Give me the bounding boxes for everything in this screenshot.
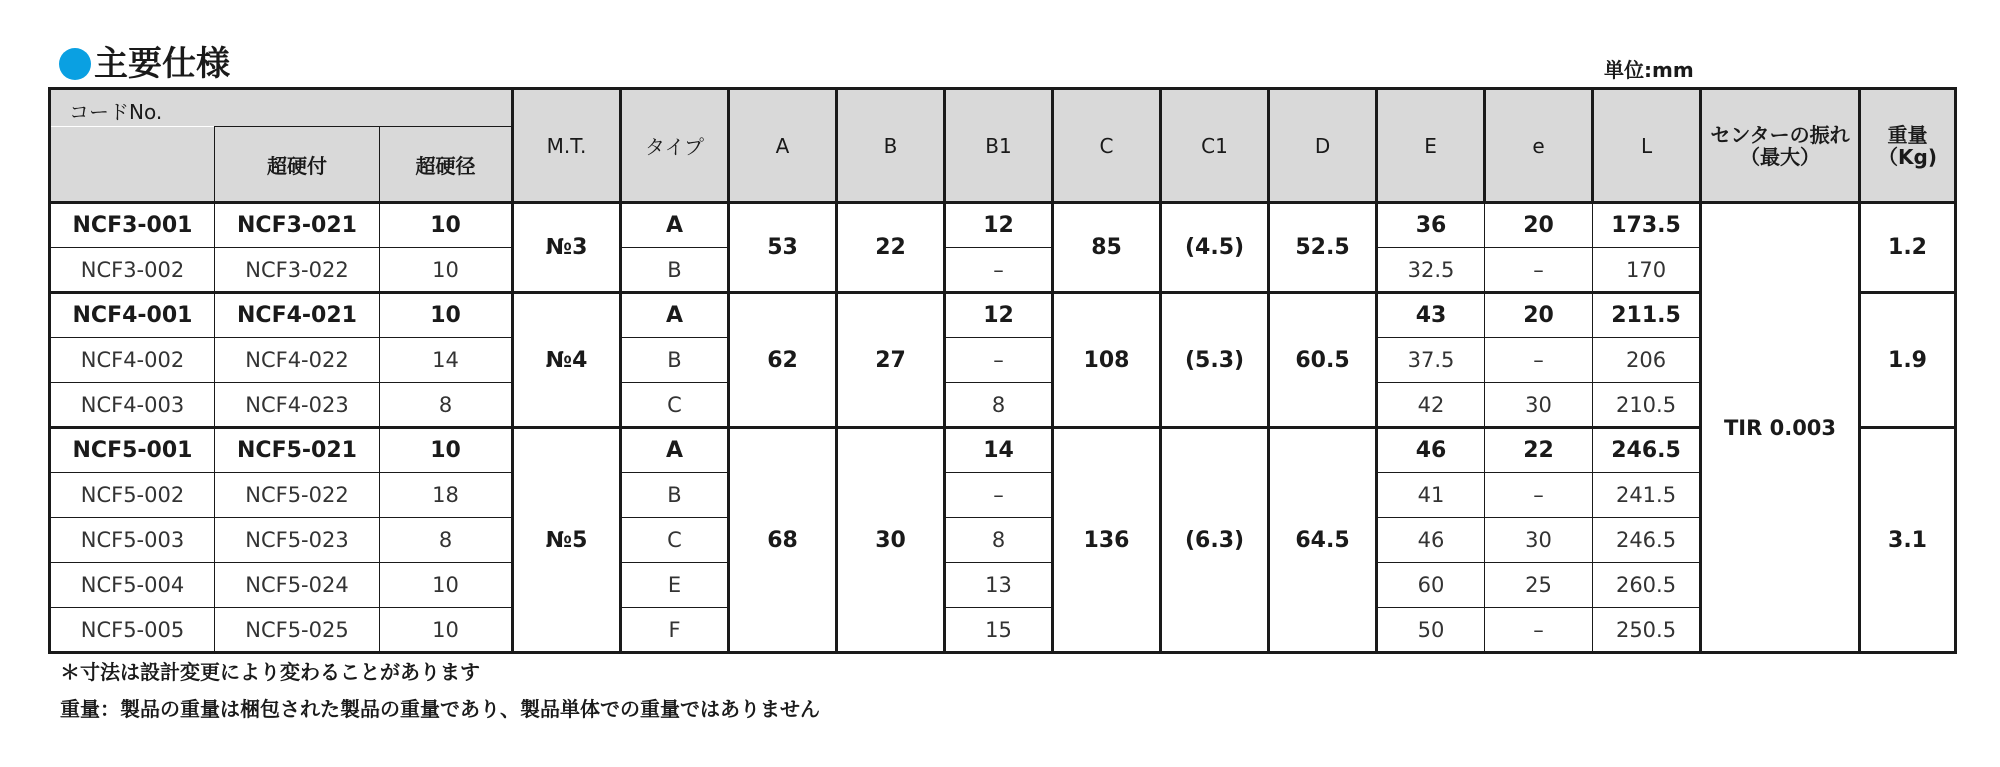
b1-cell: 14 [945, 428, 1053, 473]
b1-cell: 8 [945, 518, 1053, 563]
section-header [50, 44, 1950, 86]
a-cell: 53 [729, 203, 837, 293]
table-row [50, 293, 1956, 338]
d-header: D [1269, 89, 1377, 203]
c-cell: 108 [1053, 293, 1161, 428]
type-cell: A [621, 428, 729, 473]
b-header: B [837, 89, 945, 203]
carbide-header: 超硬付 [215, 127, 380, 203]
type-cell: A [621, 293, 729, 338]
b1-header: B1 [945, 89, 1053, 203]
d-cell: 60.5 [1269, 293, 1377, 428]
table-row [50, 428, 1956, 473]
runout-cell: TIR 0.003 [1701, 203, 1860, 653]
e-lower-cell: – [1485, 473, 1593, 518]
c1-header: C1 [1161, 89, 1269, 203]
d-cell: 52.5 [1269, 203, 1377, 293]
code-cell: NCF5-002 [50, 473, 215, 518]
type-cell: B [621, 248, 729, 293]
mt-header: M.T. [513, 89, 621, 203]
e-lower-cell: 30 [1485, 518, 1593, 563]
code-no-header: コードNo. [50, 89, 513, 127]
type-cell: B [621, 473, 729, 518]
e-upper-cell: 42 [1377, 383, 1485, 428]
code-cell: NCF5-003 [50, 518, 215, 563]
e-lower-cell: – [1485, 248, 1593, 293]
code-cell: NCF5-004 [50, 563, 215, 608]
type-cell: C [621, 383, 729, 428]
code-blank-header [50, 127, 215, 203]
b1-cell: – [945, 248, 1053, 293]
e-lower-cell: 20 [1485, 203, 1593, 248]
b1-cell: – [945, 338, 1053, 383]
table-row [50, 563, 1956, 608]
e-upper-cell: 50 [1377, 608, 1485, 653]
carbide-cell: NCF4-023 [215, 383, 380, 428]
weight-cell: 1.2 [1860, 203, 1956, 293]
runout-header: センターの振れ（最大） [1701, 89, 1860, 203]
carbide-cell: NCF5-024 [215, 563, 380, 608]
l-cell: 260.5 [1593, 563, 1701, 608]
code-cell: NCF5-005 [50, 608, 215, 653]
l-cell: 246.5 [1593, 518, 1701, 563]
l-cell: 173.5 [1593, 203, 1701, 248]
a-cell: 68 [729, 428, 837, 653]
carbide-cell: NCF5-022 [215, 473, 380, 518]
c1-cell: (4.5) [1161, 203, 1269, 293]
carbide-cell: NCF5-021 [215, 428, 380, 473]
e-lower-cell: 22 [1485, 428, 1593, 473]
carbide-cell: NCF5-025 [215, 608, 380, 653]
e-lower-cell: – [1485, 338, 1593, 383]
b1-cell: 12 [945, 293, 1053, 338]
b1-cell: – [945, 473, 1053, 518]
e-upper-cell: 46 [1377, 518, 1485, 563]
e-lower-cell: 20 [1485, 293, 1593, 338]
spec-table [48, 87, 1957, 654]
e-lower-cell: 30 [1485, 383, 1593, 428]
e-upper-cell: 36 [1377, 203, 1485, 248]
e-lower-cell: – [1485, 608, 1593, 653]
b1-cell: 12 [945, 203, 1053, 248]
table-row [50, 383, 1956, 428]
mt-cell: №5 [513, 428, 621, 653]
dia-cell: 10 [380, 563, 513, 608]
table-row [50, 203, 1956, 248]
dia-cell: 10 [380, 428, 513, 473]
e-upper-header: E [1377, 89, 1485, 203]
type-cell: E [621, 563, 729, 608]
type-header: タイプ [621, 89, 729, 203]
unit-label: 単位:mm [1604, 58, 1694, 82]
b-cell: 27 [837, 293, 945, 428]
l-cell: 170 [1593, 248, 1701, 293]
c1-cell: (6.3) [1161, 428, 1269, 653]
dia-cell: 18 [380, 473, 513, 518]
carbide-dia-header: 超硬径 [380, 127, 513, 203]
weight-cell: 3.1 [1860, 428, 1956, 653]
b1-cell: 13 [945, 563, 1053, 608]
page-title: 主要仕様 [94, 44, 230, 84]
a-header: A [729, 89, 837, 203]
dia-cell: 10 [380, 248, 513, 293]
weight-header: 重量（Kg) [1860, 89, 1956, 203]
dia-cell: 10 [380, 293, 513, 338]
l-cell: 206 [1593, 338, 1701, 383]
note-weight: 重量：製品の重量は梱包された製品の重量であり、製品単体での重量ではありません [60, 697, 820, 721]
code-cell: NCF4-001 [50, 293, 215, 338]
code-cell: NCF5-001 [50, 428, 215, 473]
l-cell: 211.5 [1593, 293, 1701, 338]
carbide-cell: NCF3-021 [215, 203, 380, 248]
b1-cell: 8 [945, 383, 1053, 428]
table-row [50, 608, 1956, 653]
carbide-cell: NCF3-022 [215, 248, 380, 293]
carbide-cell: NCF4-021 [215, 293, 380, 338]
c-cell: 85 [1053, 203, 1161, 293]
e-upper-cell: 37.5 [1377, 338, 1485, 383]
dia-cell: 10 [380, 203, 513, 248]
dia-cell: 10 [380, 608, 513, 653]
type-cell: A [621, 203, 729, 248]
c1-cell: (5.3) [1161, 293, 1269, 428]
table-row [50, 473, 1956, 518]
code-cell: NCF3-001 [50, 203, 215, 248]
l-header: L [1593, 89, 1701, 203]
mt-cell: №4 [513, 293, 621, 428]
b-cell: 22 [837, 203, 945, 293]
type-cell: F [621, 608, 729, 653]
b1-cell: 15 [945, 608, 1053, 653]
type-cell: C [621, 518, 729, 563]
l-cell: 241.5 [1593, 473, 1701, 518]
l-cell: 250.5 [1593, 608, 1701, 653]
dia-cell: 14 [380, 338, 513, 383]
e-upper-cell: 43 [1377, 293, 1485, 338]
header-row-1 [50, 89, 1956, 127]
e-lower-header: e [1485, 89, 1593, 203]
e-lower-cell: 25 [1485, 563, 1593, 608]
e-upper-cell: 41 [1377, 473, 1485, 518]
code-cell: NCF4-002 [50, 338, 215, 383]
d-cell: 64.5 [1269, 428, 1377, 653]
carbide-cell: NCF4-022 [215, 338, 380, 383]
bullet-dot-icon [59, 48, 91, 80]
carbide-cell: NCF5-023 [215, 518, 380, 563]
weight-cell: 1.9 [1860, 293, 1956, 428]
e-upper-cell: 46 [1377, 428, 1485, 473]
note-design-change: ＊寸法は設計変更により変わることがあります [60, 660, 480, 684]
b-cell: 30 [837, 428, 945, 653]
l-cell: 210.5 [1593, 383, 1701, 428]
table-row [50, 518, 1956, 563]
code-cell: NCF4-003 [50, 383, 215, 428]
c-cell: 136 [1053, 428, 1161, 653]
dia-cell: 8 [380, 383, 513, 428]
table-row [50, 248, 1956, 293]
a-cell: 62 [729, 293, 837, 428]
e-upper-cell: 32.5 [1377, 248, 1485, 293]
type-cell: B [621, 338, 729, 383]
e-upper-cell: 60 [1377, 563, 1485, 608]
mt-cell: №3 [513, 203, 621, 293]
l-cell: 246.5 [1593, 428, 1701, 473]
table-row [50, 338, 1956, 383]
code-cell: NCF3-002 [50, 248, 215, 293]
c-header: C [1053, 89, 1161, 203]
dia-cell: 8 [380, 518, 513, 563]
